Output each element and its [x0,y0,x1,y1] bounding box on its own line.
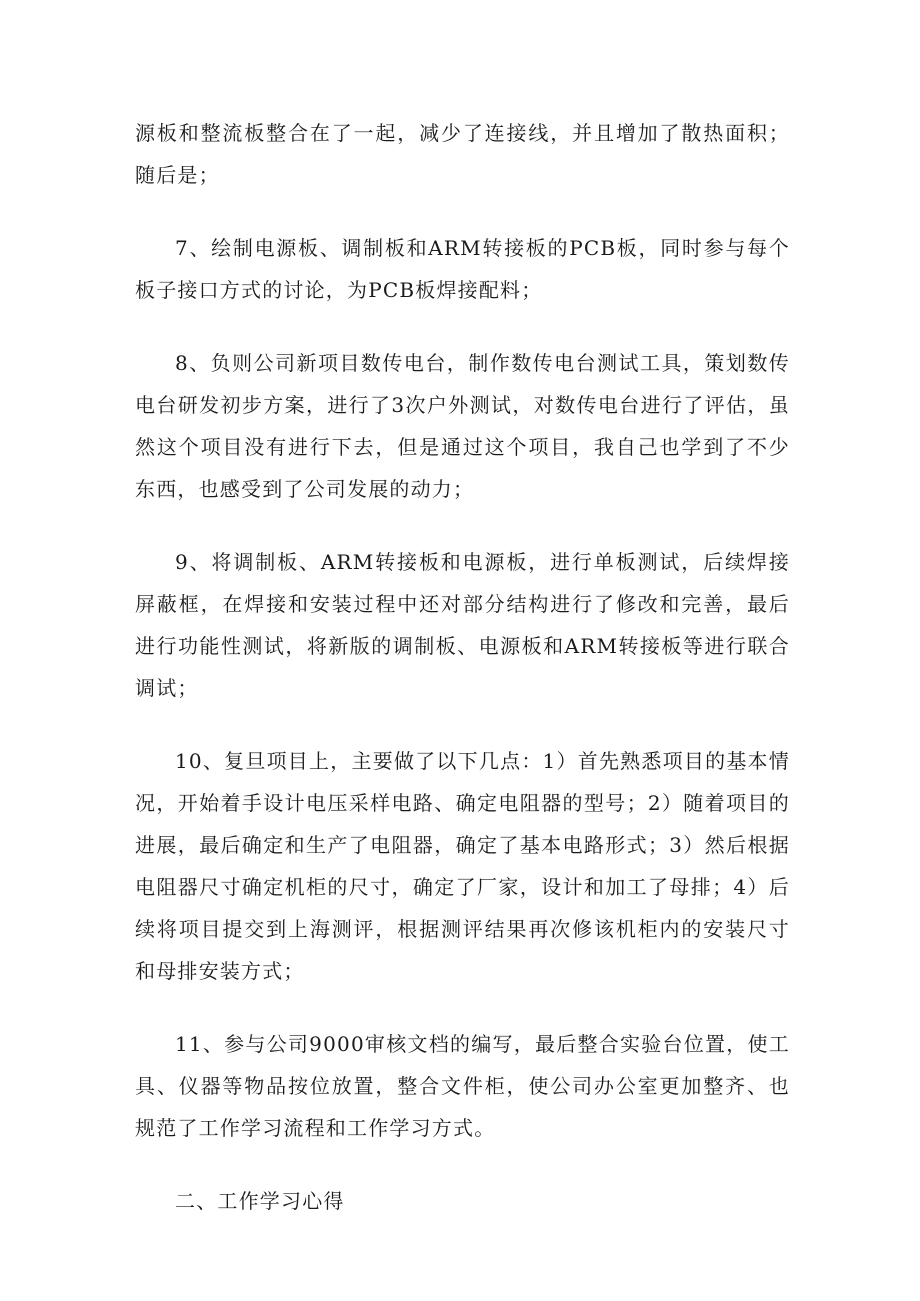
paragraph-item-9: 9、将调制板、ARM转接板和电源板，进行单板测试，后续焊接屏蔽框，在焊接和安装过程中还对部分结构进行了修改和完善，最后进行功能性测试，将新版的调制板、电源板和ARM转接板等进行联合调试； [135,550,790,700]
paragraph-item-8: 8、负则公司新项目数传电台，制作数传电台测试工具，策划数传电台研发初步方案，进行了3次户外测试，对数传电台进行了评估，虽然这个项目没有进行下去，但是通过这个项目，我自己也学到了不少东西，也感受到了公司发展的动力； [135,351,790,501]
section-heading: 二、工作学习心得 [175,1189,345,1213]
paragraph-item-7: 7、绘制电源板、调制板和ARM转接板的PCB板，同时参与每个板子接口方式的讨论，为PCB板焊接配料； [135,236,790,302]
paragraph-continued: 源板和整流板整合在了一起，减少了连接线，并且增加了散热面积；随后是； [135,121,790,187]
paragraph-item-10: 10、复旦项目上，主要做了以下几点：1）首先熟悉项目的基本情况，开始着手设计电压采样电路、确定电阻器的型号；2）随着项目的进展，最后确定和生产了电阻器，确定了基本电路形式；3）然后根据电阻器尺寸确定机柜的尺寸，确定了厂家，设计和加工了母排；4）后续将项目提交到上海测评，根据测评结果再次修该机柜内的安装尺寸和母排安装方式； [135,749,790,983]
paragraph-item-11: 11、参与公司9000审核文档的编写，最后整合实验台位置，使工具、仪器等物品按位放置，整合文件柜，使公司办公室更加整齐、也规范了工作学习流程和工作学习方式。 [135,1032,790,1140]
document-body [135,112,790,1222]
